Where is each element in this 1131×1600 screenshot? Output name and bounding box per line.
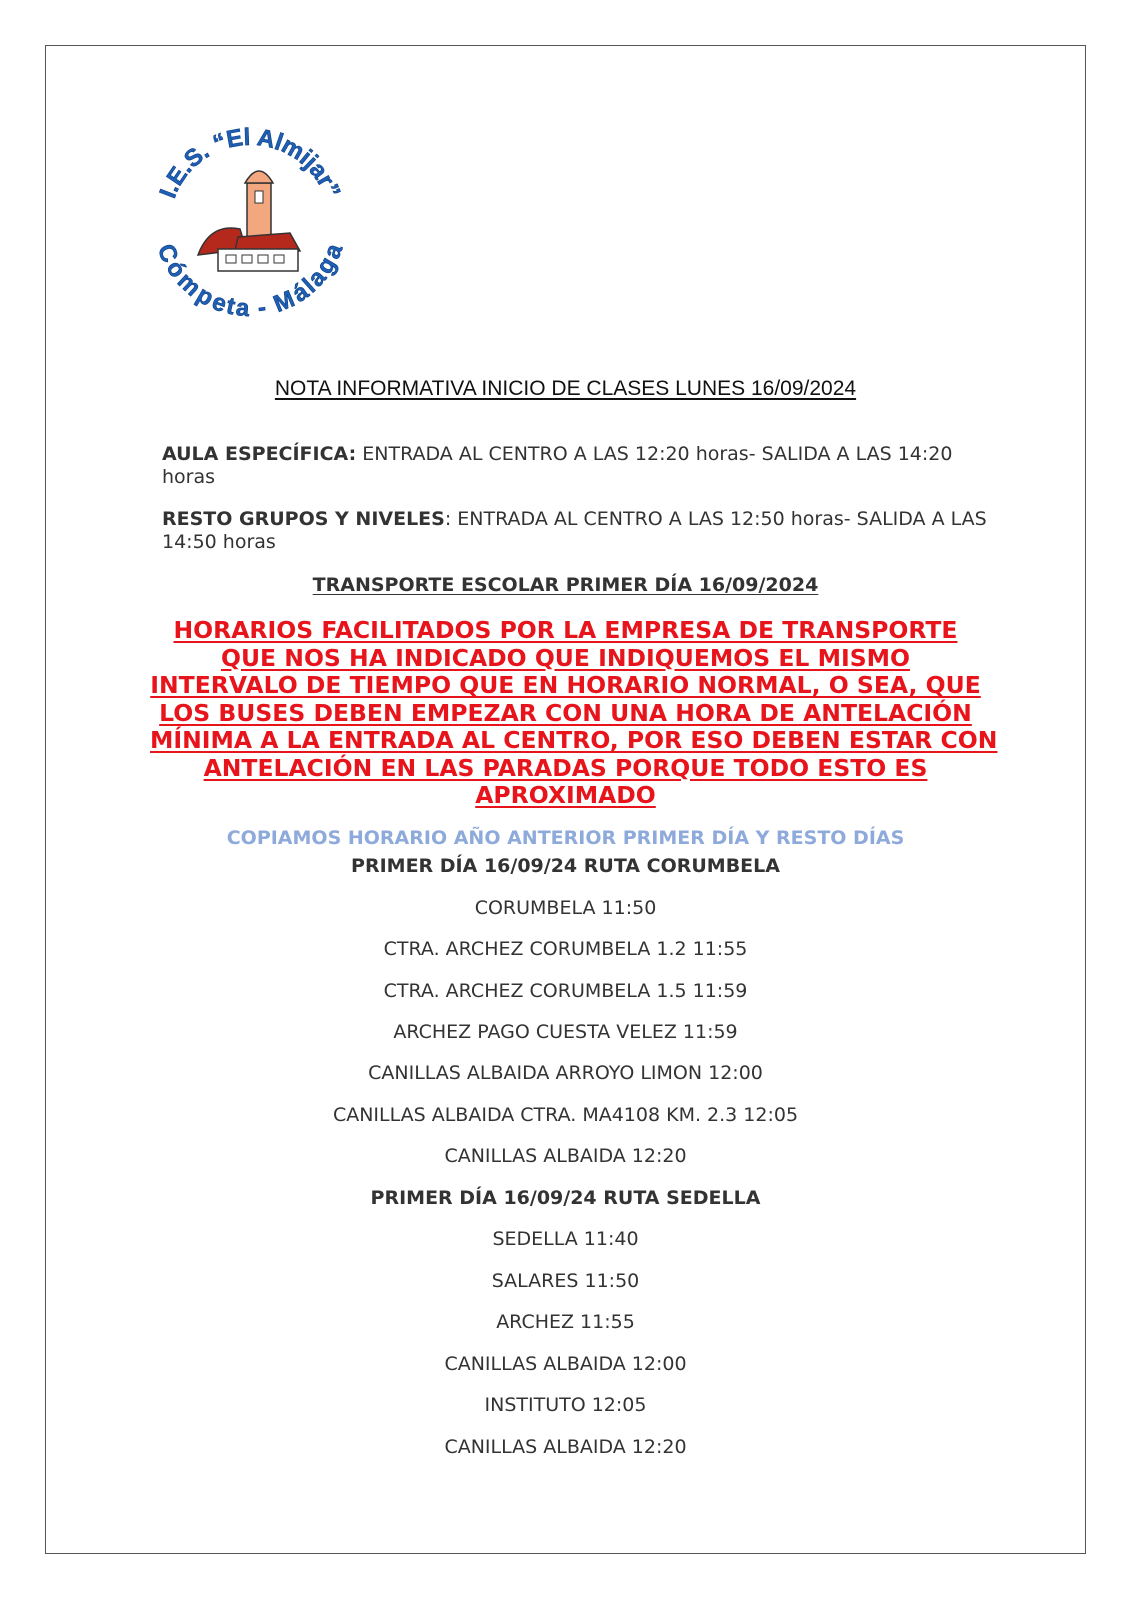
warning-line: QUE NOS HA INDICADO QUE INDIQUEMOS EL MISMO: [220, 643, 910, 672]
route-stop: SEDELLA 11:40: [492, 1228, 639, 1250]
aula-especifica-schedule: [162, 443, 992, 489]
route-stop: CANILLAS ALBAIDA 12:20: [444, 1145, 687, 1167]
transport-warning: [150, 616, 998, 810]
resto-grupos-text: : ENTRADA AL CENTRO A LAS 12:50 horas- SALIDA A LAS 14:50 horas: [162, 508, 987, 553]
school-logo-graphic: [150, 125, 350, 325]
route-stop: SALARES 11:50: [491, 1270, 640, 1292]
copy-note: COPIAMOS HORARIO AÑO ANTERIOR PRIMER DÍA Y RESTO DÍAS: [226, 827, 905, 849]
warning-line: ANTELACIÓN EN LAS PARADAS PORQUE TODO ESTO ES: [203, 753, 928, 782]
route-stop: CTRA. ARCHEZ CORUMBELA 1.5 11:59: [383, 980, 748, 1002]
route-stop: CANILLAS ALBAIDA ARROYO LIMON 12:00: [368, 1062, 763, 1084]
route-stop: CANILLAS ALBAIDA 12:20: [444, 1436, 687, 1458]
warning-line: LOS BUSES DEBEN EMPEZAR CON UNA HORA DE ANTELACIÓN: [159, 698, 972, 727]
warning-line: INTERVALO DE TIEMPO QUE EN HORARIO NORMAL, O SEA, QUE: [150, 671, 981, 699]
route-stop: CORUMBELA 11:50: [474, 897, 657, 919]
warning-line: HORARIOS FACILITADOS POR LA EMPRESA DE TRANSPORTE: [173, 616, 958, 644]
transport-title: TRANSPORTE ESCOLAR PRIMER DÍA 16/09/2024: [312, 574, 819, 596]
route-stop: CTRA. ARCHEZ CORUMBELA 1.2 11:55: [383, 938, 748, 960]
aula-especifica-text: ENTRADA AL CENTRO A LAS 12:20 horas- SALIDA A LAS 14:20 horas: [162, 443, 953, 488]
logo-arc-top: I.E.S. “El Almijar”: [154, 125, 346, 202]
route-title-corumbela: PRIMER DÍA 16/09/24 RUTA CORUMBELA: [351, 855, 780, 877]
page-title: NOTA INFORMATIVA INICIO DE CLASES LUNES 16/09/2024: [274, 377, 857, 400]
logo-arc-bottom: Cómpeta - Málaga: [151, 240, 349, 323]
route-stop: INSTITUTO 12:05: [484, 1394, 647, 1416]
route-stop: CANILLAS ALBAIDA CTRA. MA4108 KM. 2.3 12:05: [332, 1104, 799, 1126]
warning-line: MÍNIMA A LA ENTRADA AL CENTRO, POR ESO DEBEN ESTAR CON: [150, 726, 998, 754]
route-stop: CANILLAS ALBAIDA 12:00: [444, 1353, 687, 1375]
route-stop: ARCHEZ 11:55: [496, 1311, 635, 1333]
warning-line: APROXIMADO: [475, 781, 656, 809]
resto-grupos-schedule: [162, 508, 992, 554]
school-logo: [150, 125, 350, 325]
route-stop: ARCHEZ PAGO CUESTA VELEZ 11:59: [393, 1021, 738, 1043]
resto-grupos-label: RESTO GRUPOS Y NIVELES: [162, 508, 445, 530]
route-title-sedella: PRIMER DÍA 16/09/24 RUTA SEDELLA: [370, 1187, 761, 1209]
aula-especifica-label: AULA ESPECÍFICA:: [162, 443, 357, 465]
